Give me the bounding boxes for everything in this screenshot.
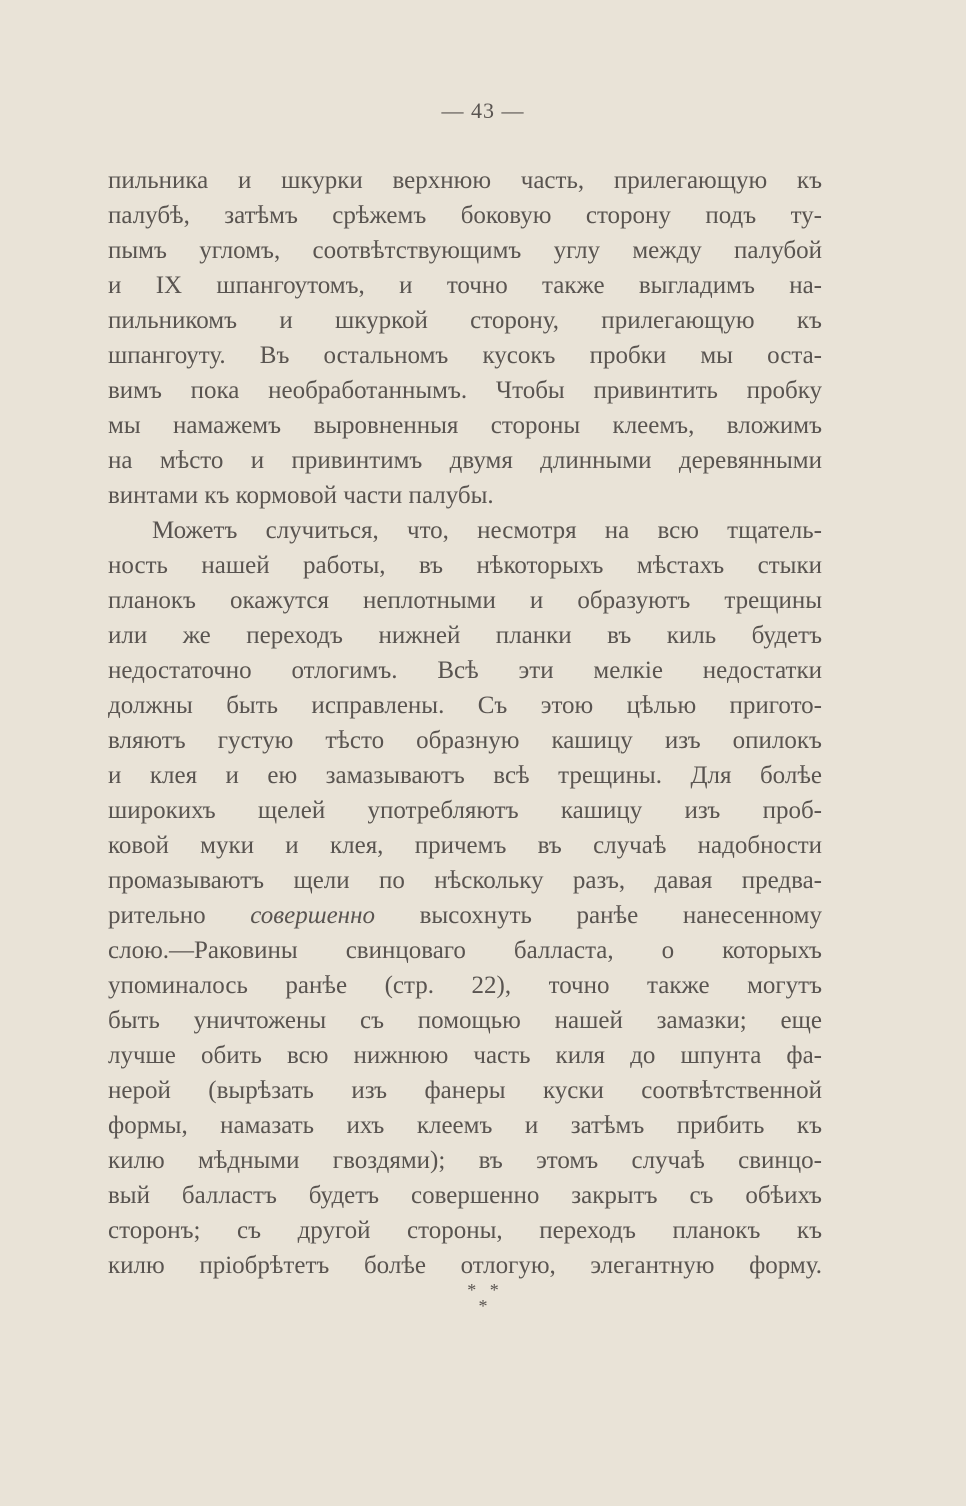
text-segment: широкихъ щелей употребляютъ кашицу изъ проб- xyxy=(108,797,822,824)
text-segment: пильника и шкурки верхнюю часть, прилегающую къ xyxy=(108,167,822,194)
text-line xyxy=(108,618,822,653)
text-line xyxy=(108,373,822,408)
text-line xyxy=(108,548,822,583)
text-line xyxy=(108,1108,822,1143)
asterism-bottom: * xyxy=(478,1296,488,1316)
text-line xyxy=(108,303,822,338)
text-segment: формы, намазать ихъ клеемъ и затѣмъ прибить къ xyxy=(108,1112,822,1139)
text-segment: килю пріобрѣтетъ болѣе отлогую, элегантную форму. xyxy=(108,1252,822,1279)
text-line xyxy=(108,583,822,618)
text-segment: недостаточно отлогимъ. Всѣ эти мелкіе недостатки xyxy=(108,657,822,684)
asterism-divider xyxy=(0,1282,966,1314)
text-line xyxy=(108,198,822,233)
text-line xyxy=(108,1003,822,1038)
text-line xyxy=(108,1038,822,1073)
text-line xyxy=(108,268,822,303)
text-segment: и IX шпангоутомъ, и точно также выгладимъ на- xyxy=(108,272,822,299)
text-segment: быть уничтожены съ помощью нашей замазки; еще xyxy=(108,1007,822,1034)
text-segment: пильникомъ и шкуркой сторону, прилегающую къ xyxy=(108,307,822,334)
text-line xyxy=(108,1248,822,1283)
text-line xyxy=(108,513,822,548)
text-line xyxy=(108,933,822,968)
body-text xyxy=(108,163,822,1283)
text-segment: шпангоуту. Въ остальномъ кусокъ пробки мы оста- xyxy=(108,342,822,369)
text-line xyxy=(108,1143,822,1178)
text-segment: сторонъ; съ другой стороны, переходъ планокъ къ xyxy=(108,1217,822,1244)
text-segment: должны быть исправлены. Съ этою цѣлью пригото- xyxy=(108,692,822,719)
page-number: — 43 — xyxy=(441,98,525,123)
text-segment: палубѣ, затѣмъ срѣжемъ боковую сторону подъ ту- xyxy=(108,202,822,229)
text-line xyxy=(108,1213,822,1248)
text-segment: вимъ пока необработаннымъ. Чтобы привинтить пробку xyxy=(108,377,822,404)
text-line xyxy=(108,688,822,723)
text-segment: рительно xyxy=(108,902,251,929)
text-line xyxy=(108,443,822,478)
text-segment: лучше обить всю нижнюю часть киля до шпунта фа- xyxy=(108,1042,822,1069)
text-line xyxy=(108,653,822,688)
text-line xyxy=(108,758,822,793)
asterism-top: * * xyxy=(467,1280,499,1300)
text-line xyxy=(108,1073,822,1108)
text-line xyxy=(108,478,822,513)
text-line xyxy=(108,1178,822,1213)
text-segment: нерой (вырѣзать изъ фанеры куски соотвѣтственной xyxy=(108,1077,822,1104)
text-line xyxy=(108,163,822,198)
text-line xyxy=(108,408,822,443)
text-segment: планокъ окажутся неплотными и образуютъ трещины xyxy=(108,587,822,614)
text-segment: ковой муки и клея, причемъ въ случаѣ надобности xyxy=(108,832,822,859)
text-segment: промазываютъ щели по нѣскольку разъ, давая предва- xyxy=(108,867,822,894)
text-line xyxy=(108,723,822,758)
text-segment: вый балластъ будетъ совершенно закрытъ съ обѣихъ xyxy=(108,1182,822,1209)
text-line xyxy=(108,828,822,863)
text-line xyxy=(108,898,822,933)
text-line xyxy=(108,863,822,898)
text-segment: или же переходъ нижней планки въ киль будетъ xyxy=(108,622,822,649)
text-segment: вляютъ густую тѣсто образную кашицу изъ опилокъ xyxy=(108,727,822,754)
text-segment: пымъ угломъ, соотвѣтствующимъ углу между палубой xyxy=(108,237,822,264)
text-segment: мы намажемъ выровненныя стороны клеемъ, вложимъ xyxy=(108,412,822,439)
text-segment: килю мѣдными гвоздями); въ этомъ случаѣ свинцо- xyxy=(108,1147,822,1174)
text-line xyxy=(108,968,822,1003)
text-segment: и клея и ею замазываютъ всѣ трещины. Для болѣе xyxy=(108,762,822,789)
text-line xyxy=(108,338,822,373)
text-segment: винтами къ кормовой части палубы. xyxy=(108,482,494,509)
text-segment: высохнуть ранѣе нанесенному xyxy=(375,902,822,929)
text-line xyxy=(108,793,822,828)
text-segment: ность нашей работы, въ нѣкоторыхъ мѣстахъ стыки xyxy=(108,552,822,579)
text-segment: упоминалось ранѣе (стр. 22), точно также могутъ xyxy=(108,972,822,999)
text-segment: на мѣсто и привинтимъ двумя длинными деревянными xyxy=(108,447,822,474)
text-segment: Можетъ случиться, что, несмотря на всю тщатель- xyxy=(152,517,822,544)
text-line xyxy=(108,233,822,268)
italic-text: совершенно xyxy=(250,902,375,929)
text-segment: слою.—Раковины свинцоваго балласта, о которыхъ xyxy=(108,937,822,964)
